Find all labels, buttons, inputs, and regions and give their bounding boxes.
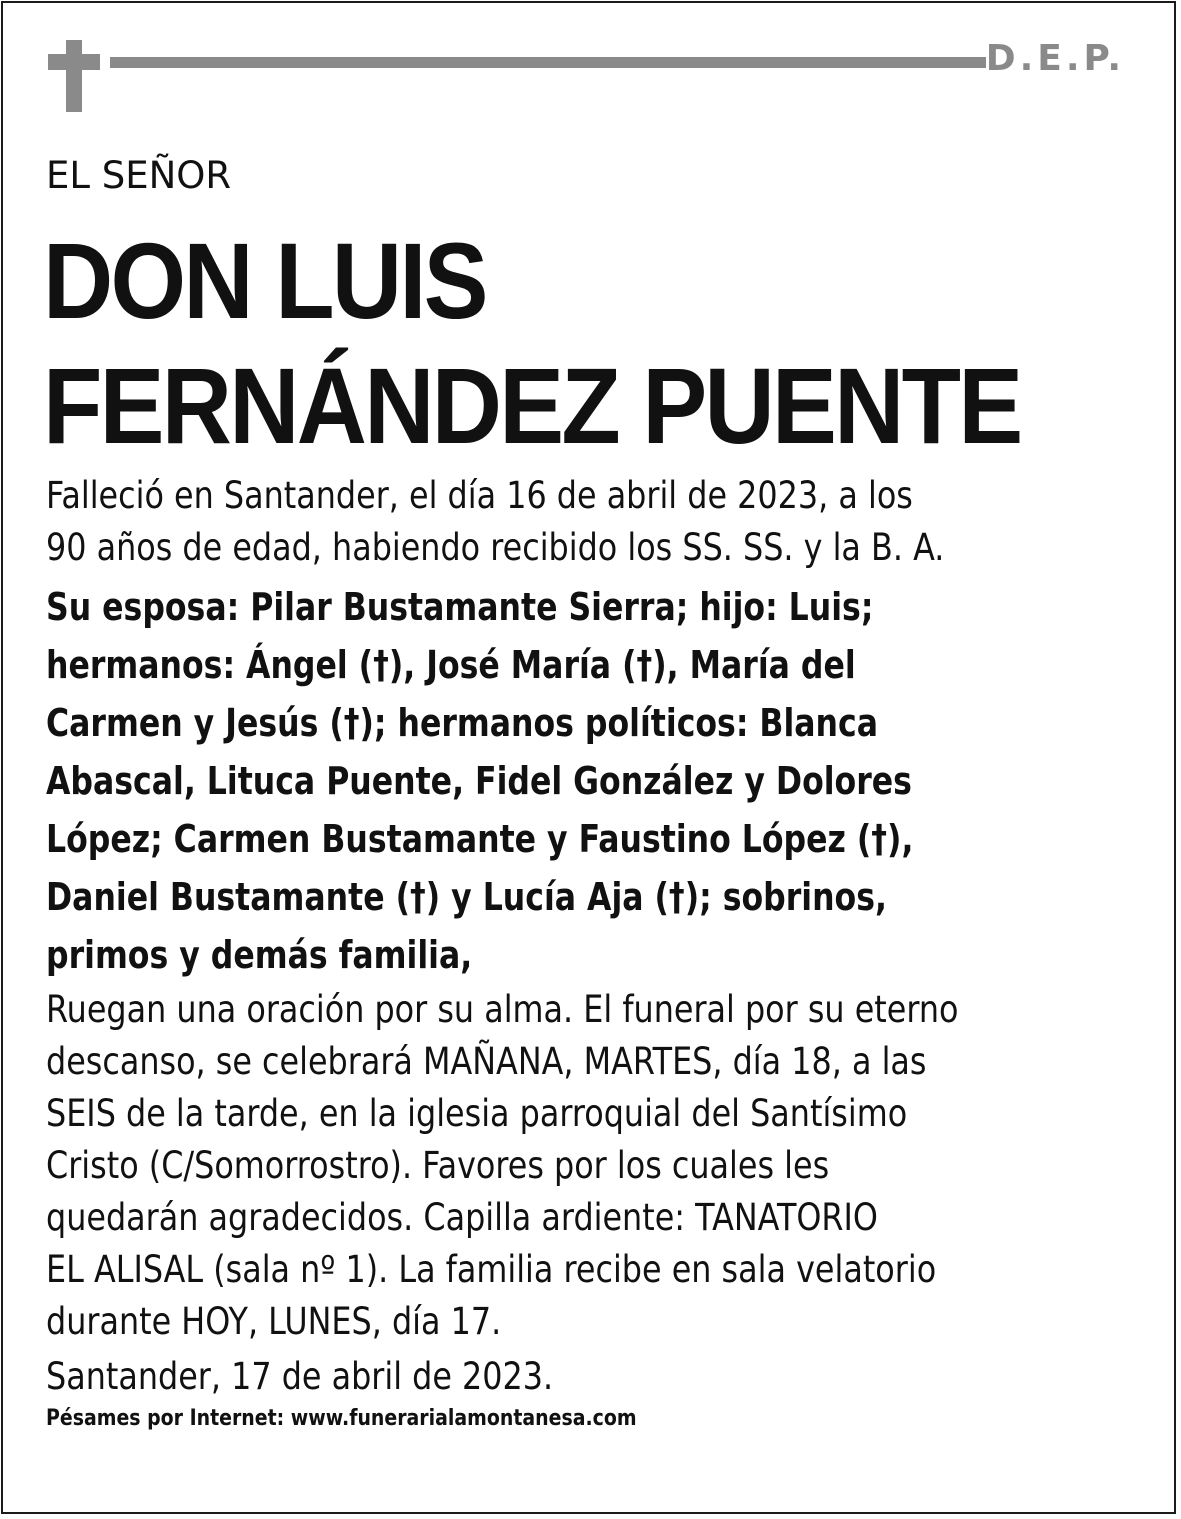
service-line: SEIS de la tarde, en la iglesia parroquial del Santísimo <box>46 1092 908 1135</box>
service-line: Ruegan una oración por su alma. El funeral por su eterno <box>46 988 959 1031</box>
honorific: EL SEÑOR <box>46 154 232 197</box>
header-rule <box>110 57 986 68</box>
service-line: descanso, se celebrará MAÑANA, MARTES, día 18, a las <box>46 1040 927 1083</box>
family-line: López; Carmen Bustamante y Faustino López (†), <box>46 817 914 861</box>
death-notice <box>46 470 992 574</box>
condolences-footer: Pésames por Internet: www.funerarialamontanesa.com <box>46 1406 637 1431</box>
family-line: Su esposa: Pilar Bustamante Sierra; hijo: Luis; <box>46 585 874 629</box>
latin-cross-icon <box>48 40 100 112</box>
dep-mark: D.E.P. <box>985 38 1125 79</box>
family-line: Abascal, Lituca Puente, Fidel González y Dolores <box>46 759 912 803</box>
cross-horizontal-bar <box>48 54 100 70</box>
service-line: quedarán agradecidos. Capilla ardiente: TANATORIO <box>46 1196 878 1239</box>
service-details <box>46 984 992 1348</box>
service-line: EL ALISAL (sala nº 1). La familia recibe en sala velatorio <box>46 1248 937 1291</box>
family-line: primos y demás familia, <box>46 933 473 977</box>
service-line: durante HOY, LUNES, día 17. <box>46 1300 502 1343</box>
family-list <box>46 578 959 984</box>
death-notice-line: Falleció en Santander, el día 16 de abril de 2023, a los <box>46 474 913 517</box>
name-line: FERNÁNDEZ PUENTE <box>43 345 1021 466</box>
family-line: Carmen y Jesús (†); hermanos políticos: Blanca <box>46 701 878 745</box>
service-line: Cristo (C/Somorrostro). Favores por los cuales les <box>46 1144 830 1187</box>
place-date: Santander, 17 de abril de 2023. <box>46 1355 554 1398</box>
cross-vertical-bar <box>66 40 82 112</box>
obituary-content <box>43 148 1146 1434</box>
family-line: hermanos: Ángel (†), José María (†), María del <box>46 643 856 687</box>
name-line: DON LUIS <box>43 220 486 341</box>
deceased-name <box>43 218 1036 468</box>
family-line: Daniel Bustamante (†) y Lucía Aja (†); sobrinos, <box>46 875 887 919</box>
death-notice-line: 90 años de edad, habiendo recibido los SS. SS. y la B. A. <box>46 526 945 569</box>
